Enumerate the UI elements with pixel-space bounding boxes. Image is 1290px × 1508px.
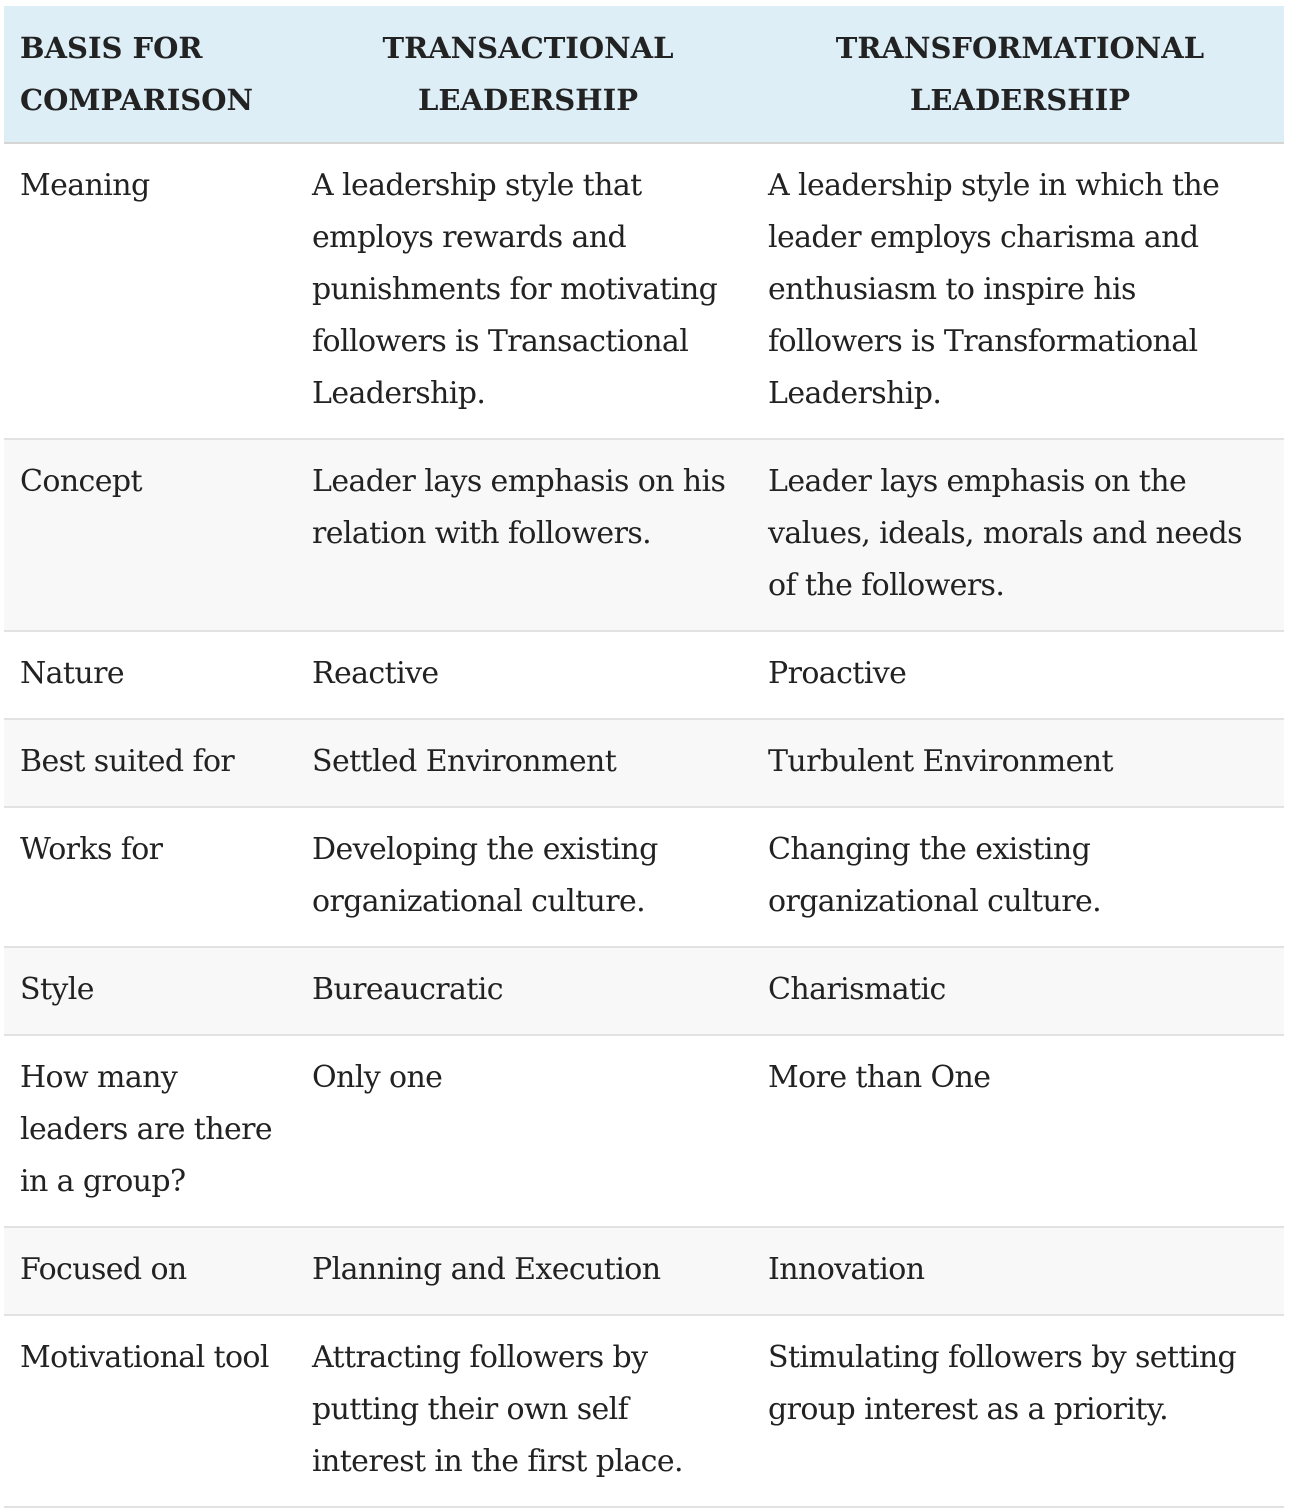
header-row [4, 6, 1284, 143]
table-row [4, 1035, 1284, 1227]
row-label: Nature [4, 631, 300, 719]
table-body [4, 143, 1284, 1507]
transformational-cell: More than One [756, 1035, 1284, 1227]
comparison-table-container [4, 6, 1284, 1508]
transactional-cell: Settled Environment [300, 719, 756, 807]
header-transformational: TRANSFORMATIONAL LEADERSHIP [756, 6, 1284, 143]
row-label: Best suited for [4, 719, 300, 807]
transactional-cell: Developing the existing organizational culture. [300, 807, 756, 947]
transactional-cell: Reactive [300, 631, 756, 719]
transformational-cell: Charismatic [756, 947, 1284, 1035]
transactional-cell: A leadership style that employs rewards and punishments for motivating followers is Transactional Leadership. [300, 143, 756, 439]
transactional-cell: Only one [300, 1035, 756, 1227]
table-row [4, 439, 1284, 631]
table-row [4, 807, 1284, 947]
row-label: Motivational tool [4, 1315, 300, 1507]
row-label: How many leaders are there in a group? [4, 1035, 300, 1227]
table-row [4, 1227, 1284, 1315]
row-label: Meaning [4, 143, 300, 439]
transformational-cell: Innovation [756, 1227, 1284, 1315]
row-label: Concept [4, 439, 300, 631]
header-transactional: TRANSACTIONAL LEADERSHIP [300, 6, 756, 143]
table-row [4, 719, 1284, 807]
transformational-cell: A leadership style in which the leader employs charisma and enthusiasm to inspire his followers is Transformational Leadership. [756, 143, 1284, 439]
header-basis: BASIS FOR COMPARISON [4, 6, 300, 143]
comparison-table [4, 6, 1284, 1508]
transformational-cell: Turbulent Environment [756, 719, 1284, 807]
transactional-cell: Bureaucratic [300, 947, 756, 1035]
transformational-cell: Stimulating followers by setting group interest as a priority. [756, 1315, 1284, 1507]
table-row [4, 143, 1284, 439]
table-header [4, 6, 1284, 143]
transactional-cell: Leader lays emphasis on his relation with followers. [300, 439, 756, 631]
table-row [4, 947, 1284, 1035]
transformational-cell: Leader lays emphasis on the values, ideals, morals and needs of the followers. [756, 439, 1284, 631]
transactional-cell: Attracting followers by putting their own self interest in the first place. [300, 1315, 756, 1507]
transformational-cell: Changing the existing organizational culture. [756, 807, 1284, 947]
row-label: Works for [4, 807, 300, 947]
table-row [4, 631, 1284, 719]
transactional-cell: Planning and Execution [300, 1227, 756, 1315]
row-label: Focused on [4, 1227, 300, 1315]
transformational-cell: Proactive [756, 631, 1284, 719]
row-label: Style [4, 947, 300, 1035]
table-row [4, 1315, 1284, 1507]
